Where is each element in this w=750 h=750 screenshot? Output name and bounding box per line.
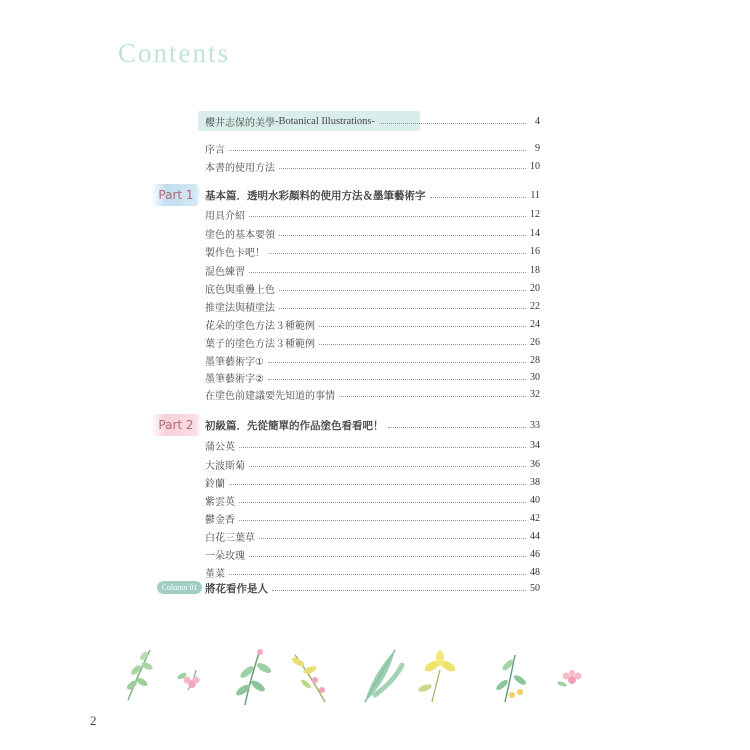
toc-section-heading[interactable] bbox=[205, 417, 540, 433]
pink-flower-icon bbox=[176, 670, 199, 690]
dot-leader bbox=[229, 150, 526, 151]
toc-entry-page: 14 bbox=[530, 227, 540, 239]
toc-entry[interactable] bbox=[205, 510, 540, 526]
toc-entry-label: 本書的使用方法 bbox=[205, 162, 275, 174]
toc-entry-label: 堇菜 bbox=[205, 568, 225, 580]
toc-entry-label: 混色練習 bbox=[205, 266, 245, 278]
toc-entry-label: 大波斯菊 bbox=[205, 460, 245, 472]
toc-entry-page: 12 bbox=[530, 208, 540, 220]
toc-entry[interactable] bbox=[205, 386, 540, 402]
toc-entry[interactable] bbox=[205, 243, 540, 259]
yellow-flower-icon bbox=[417, 650, 457, 702]
dot-leader bbox=[239, 520, 526, 521]
toc-entry[interactable] bbox=[205, 225, 540, 241]
toc-entry-label: 墨筆藝術字① bbox=[205, 356, 264, 368]
toc-entry-page: 38 bbox=[530, 476, 540, 488]
page-title: Contents bbox=[118, 38, 231, 68]
toc-entry-page: 50 bbox=[530, 582, 540, 594]
toc-entry[interactable] bbox=[205, 492, 540, 508]
toc-entry[interactable] bbox=[205, 352, 540, 368]
toc-entry[interactable] bbox=[205, 369, 540, 385]
toc-section-heading[interactable] bbox=[205, 187, 540, 203]
toc-entry-page: 11 bbox=[530, 189, 540, 201]
toc-entry-label: 鬱金香 bbox=[205, 514, 235, 526]
green-leaf-icon bbox=[365, 650, 402, 702]
dot-leader bbox=[430, 197, 527, 198]
toc-entry[interactable] bbox=[205, 546, 540, 562]
dot-leader bbox=[339, 396, 526, 397]
toc-entry-label: 紫雲英 bbox=[205, 496, 235, 508]
toc-entry-page: 30 bbox=[530, 371, 540, 383]
small-pink-flower-icon bbox=[557, 670, 582, 688]
toc-entry-label: 櫻井志保的美學 bbox=[205, 117, 275, 129]
toc-entry[interactable] bbox=[205, 316, 540, 332]
toc-entry[interactable] bbox=[205, 474, 540, 490]
dot-leader bbox=[279, 308, 526, 309]
toc-entry-page: 36 bbox=[530, 458, 540, 470]
toc-entry-label: 花朵的塗色方法３種範例 bbox=[205, 320, 315, 332]
dot-leader bbox=[272, 590, 526, 591]
toc-entry-page: 18 bbox=[530, 264, 540, 276]
page-number: 2 bbox=[90, 713, 97, 728]
dot-leader bbox=[379, 123, 526, 124]
dot-leader bbox=[319, 344, 526, 345]
toc-entry-label: 製作色卡吧！ bbox=[205, 247, 265, 259]
toc-entry-label: 將花看作是人 bbox=[205, 582, 268, 595]
toc-entry-label: 底色與重疊上色 bbox=[205, 284, 275, 296]
toc-entry-label: 用具介紹 bbox=[205, 210, 245, 222]
toc-entry[interactable] bbox=[205, 564, 540, 580]
toc-entry-page: 9 bbox=[535, 142, 540, 154]
dot-leader bbox=[279, 290, 526, 291]
toc-entry-page: 40 bbox=[530, 494, 540, 506]
toc-entry-page: 48 bbox=[530, 566, 540, 578]
dot-leader bbox=[388, 427, 527, 428]
toc-entry-page: 24 bbox=[530, 318, 540, 330]
toc-entry-page: 34 bbox=[530, 439, 540, 451]
dot-leader bbox=[249, 556, 526, 557]
toc-entry-page: 16 bbox=[530, 245, 540, 257]
toc-entry-page: 44 bbox=[530, 530, 540, 542]
toc-entry[interactable] bbox=[205, 528, 540, 544]
toc-entry-page: 42 bbox=[530, 512, 540, 524]
toc-entry-page: 26 bbox=[530, 336, 540, 348]
dot-leader bbox=[249, 466, 526, 467]
dot-leader bbox=[268, 379, 526, 380]
toc-entry[interactable] bbox=[205, 140, 540, 156]
toc-entry-page: 10 bbox=[530, 160, 540, 172]
toc-entry[interactable] bbox=[205, 456, 540, 472]
toc-entry-page: 22 bbox=[530, 300, 540, 312]
toc-entry-label: 墨筆藝術字② bbox=[205, 373, 264, 385]
dot-leader bbox=[249, 216, 526, 217]
dot-leader bbox=[249, 272, 526, 273]
toc-column-entry[interactable] bbox=[205, 580, 540, 596]
toc-entry-label: 在塗色前建議要先知道的事情 bbox=[205, 390, 335, 402]
toc-entry-page: 20 bbox=[530, 282, 540, 294]
dot-leader bbox=[229, 574, 526, 575]
toc-entry-label: 蒲公英 bbox=[205, 441, 235, 453]
toc-entry[interactable] bbox=[205, 437, 540, 453]
toc-entry-label: 塗色的基本要領 bbox=[205, 229, 275, 241]
toc-entry[interactable] bbox=[205, 262, 540, 278]
toc-entry-label: 初級篇．先從簡單的作品塗色看看吧！ bbox=[205, 419, 384, 432]
dot-leader bbox=[229, 484, 526, 485]
toc-entry[interactable] bbox=[205, 298, 540, 314]
toc-entry-page: 28 bbox=[530, 354, 540, 366]
toc-entry-label: 基本篇．透明水彩顏料的使用方法＆墨筆藝術字 bbox=[205, 189, 426, 202]
toc-entry[interactable] bbox=[205, 334, 540, 350]
toc-entry-label: 鈴蘭 bbox=[205, 478, 225, 490]
toc-entry[interactable] bbox=[205, 206, 540, 222]
toc-entry-page: 4 bbox=[535, 115, 540, 127]
toc-entry[interactable] bbox=[205, 280, 540, 296]
part-2-badge: Part 2 bbox=[151, 414, 201, 436]
toc-entry-label: 推塗法與積塗法 bbox=[205, 302, 275, 314]
dot-leader bbox=[268, 362, 526, 363]
toc-entry-label: 序言 bbox=[205, 144, 225, 156]
dot-leader bbox=[269, 253, 526, 254]
dot-leader bbox=[319, 326, 526, 327]
dot-leader bbox=[259, 538, 526, 539]
leaf-sprig-icon bbox=[125, 650, 153, 700]
toc-entry-page: 33 bbox=[530, 419, 540, 431]
green-branch-icon bbox=[234, 649, 272, 705]
blossom-branch-icon bbox=[290, 655, 325, 702]
column-badge: Column 01 bbox=[157, 581, 202, 594]
toc-entry-label: 一朵玫瑰 bbox=[205, 550, 245, 562]
toc-entry[interactable] bbox=[205, 158, 540, 174]
dot-leader bbox=[279, 168, 526, 169]
toc-entry-page: 32 bbox=[530, 388, 540, 400]
toc-entry-subtitle: -Botanical Illustrations- bbox=[275, 115, 376, 127]
part-1-badge: Part 1 bbox=[151, 184, 201, 206]
berry-sprig-icon bbox=[495, 655, 528, 702]
dot-leader bbox=[239, 502, 526, 503]
dot-leader bbox=[239, 447, 526, 448]
toc-entry-label: 白花三葉草 bbox=[205, 532, 255, 544]
toc-entry-page: 46 bbox=[530, 548, 540, 560]
toc-entry-label: 葉子的塗色方法３種範例 bbox=[205, 338, 315, 350]
dot-leader bbox=[279, 235, 526, 236]
toc-entry[interactable] bbox=[205, 113, 540, 129]
botanical-decoration bbox=[110, 640, 600, 710]
